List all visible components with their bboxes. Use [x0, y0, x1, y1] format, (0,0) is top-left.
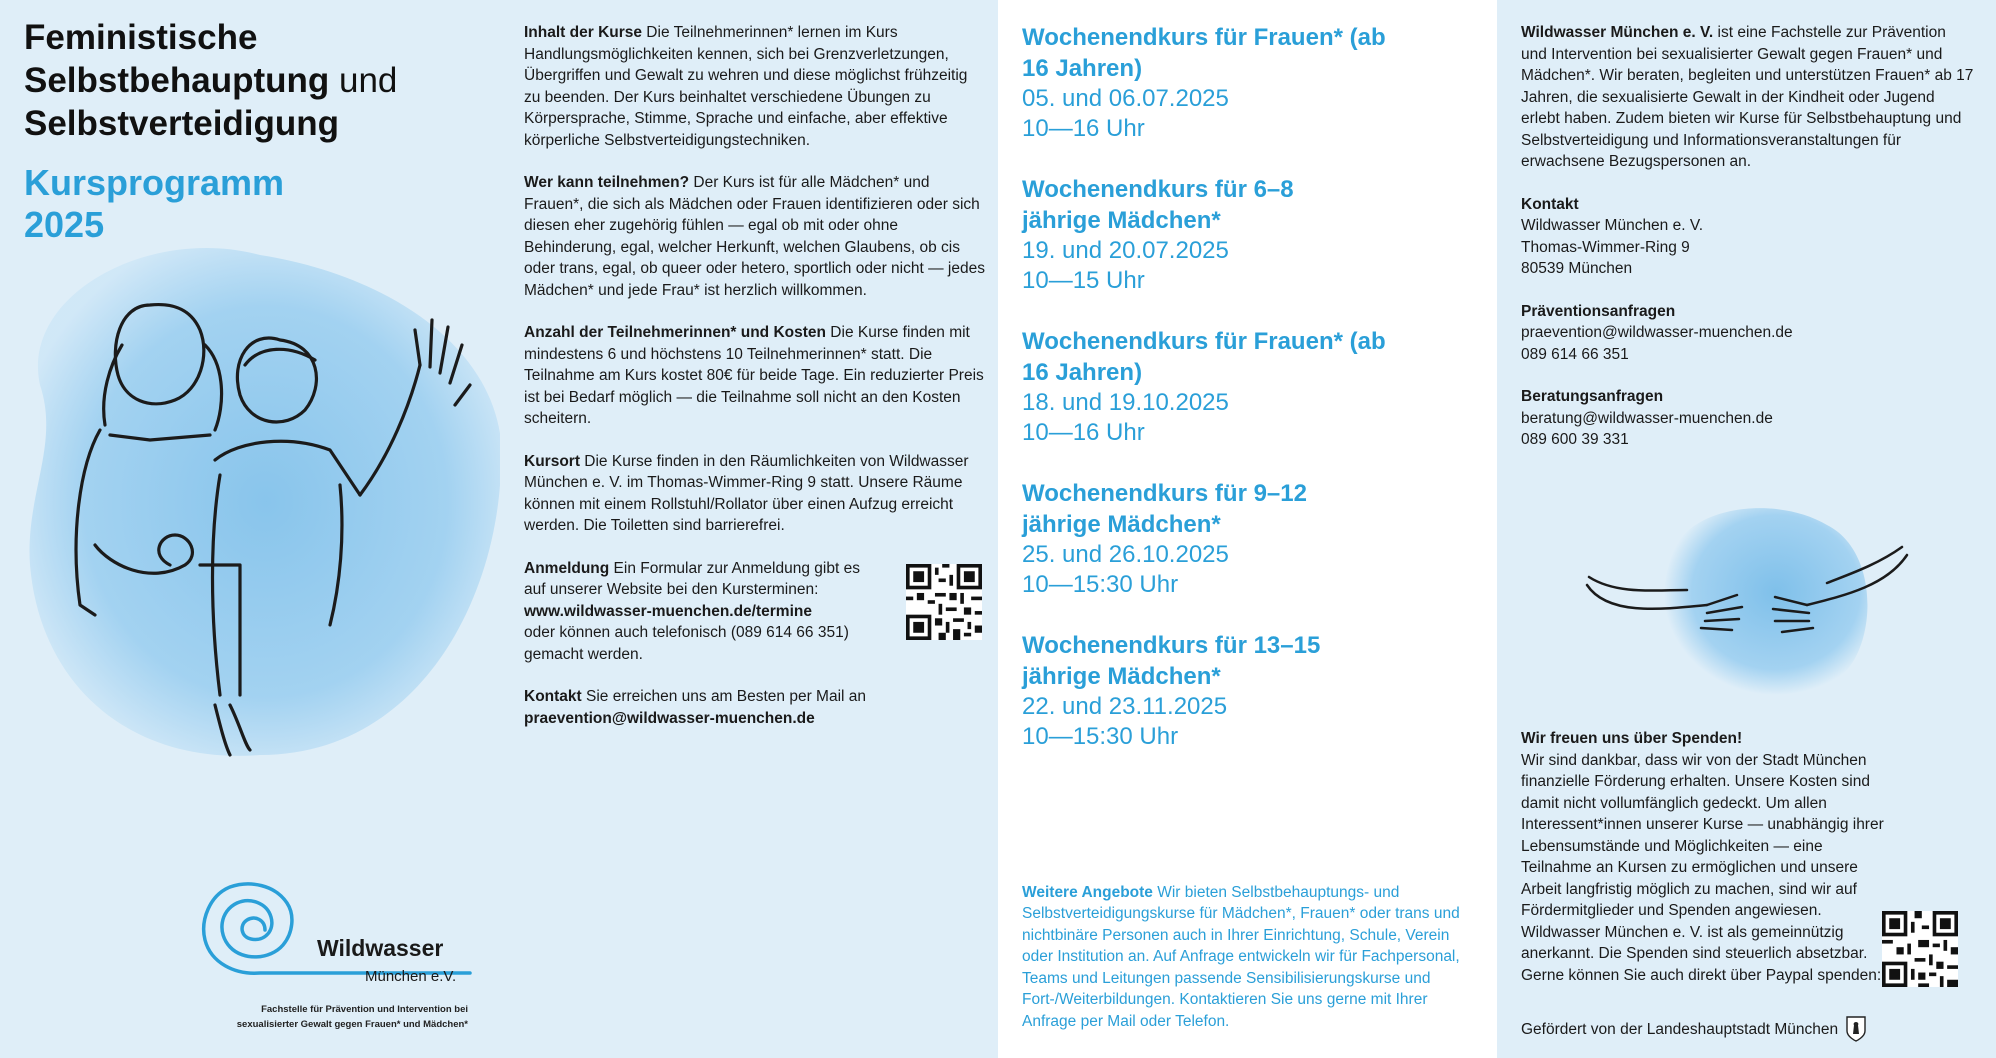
registration-phone-text: oder können auch telefonisch (089 614 66 351) gemacht werden. — [524, 624, 849, 663]
further-offers-heading: Weitere Angebote — [1022, 883, 1153, 901]
contact-section — [524, 686, 986, 729]
title-line-2 — [24, 59, 397, 102]
prevention-heading: Präventionsanfragen — [1521, 302, 1676, 320]
logo-city: München e.V. — [365, 968, 457, 985]
count-cost-text: Die Kurse finden mit mindestens 6 und höchstens 10 Teilnehmerinnen* statt. Die Teilnahme am Kurs kostet 80€ für beide Tage. Ein reduzierter Preis ist bei Bedarf möglich — die Teilnahme soll nicht an den Kosten scheitern. — [524, 324, 984, 427]
title-line-3: Selbstverteidigung — [24, 104, 340, 143]
course-dates: 05. und 06.07.2025 — [1022, 85, 1229, 112]
contact-heading: Kontakt — [524, 688, 582, 705]
subtitle-line-1: Kursprogramm — [24, 162, 285, 203]
registration-text: Ein Formular zur Anmeldung gibt es auf unserer Website bei den Kursterminen: — [524, 559, 860, 598]
about-section — [1521, 22, 1976, 173]
further-offers-text: Wir bieten Selbstbehauptungs- und Selbstverteidigungskurse für Mädchen*, Frauen* oder trans und nichtbinäre Personen auch in Ihrer Einrichtung, Schule, Verein oder Institution an. Auf Anfrage entwickeln wir für Fachpersonal, Teams und Leitungen passende Sensibilisierungskurse und Fort-/Weiterbildungen. Kontaktieren Sie uns gerne mit Ihrer Anfrage per Mail oder Telefon. — [1022, 883, 1460, 1030]
course-item — [1022, 630, 1473, 752]
prevention-email-link[interactable]: praevention@wildwasser-muenchen.de — [1521, 324, 1793, 341]
program-subtitle — [24, 162, 284, 246]
courses-panel — [998, 0, 1497, 1058]
title-line-2-thin: und — [329, 61, 398, 100]
main-title — [24, 16, 397, 145]
course-title: Wochenendkurs für Frauen* (ab 16 Jahren) — [1022, 24, 1386, 82]
hands-illustration — [1577, 495, 1917, 705]
cover-panel — [0, 0, 500, 1058]
contact-email-link[interactable]: praevention@wildwasser-muenchen.de — [524, 709, 815, 727]
address-line-1: Wildwasser München e. V. — [1521, 217, 1704, 234]
registration-section — [524, 558, 986, 666]
address-heading: Kontakt — [1521, 195, 1579, 213]
further-offers-section — [1022, 882, 1482, 1033]
course-time: 10—16 Uhr — [1022, 115, 1145, 142]
logo-tagline-line-1: Fachstelle für Prävention und Intervention bei — [261, 1004, 468, 1015]
course-title: Wochenendkurs für 6–8 jährige Mädchen* — [1022, 176, 1294, 234]
registration-heading: Anmeldung — [524, 559, 610, 577]
prevention-contact-section — [1521, 301, 1976, 366]
logo-tagline-line-2: sexualisierter Gewalt gegen Frauen* und Mädchen* — [236, 1019, 468, 1030]
contact-text: Sie erreichen uns am Besten per Mail an — [581, 688, 867, 705]
course-item — [1022, 478, 1473, 600]
two-people-illustration — [0, 235, 500, 775]
course-item — [1022, 326, 1473, 448]
info-panel — [500, 0, 998, 1058]
title-line-2-bold: Selbstbehauptung — [24, 61, 330, 100]
qr-code-icon[interactable] — [906, 564, 982, 640]
course-content-text: Die Teilnehmerinnen* lernen im Kurs Handlungsmöglichkeiten kennen, sich bei Grenzverletzungen, Übergriffen und Gewalt zu wehren und diese möglichst frühzeitig zu beenden. Der Kurs beinhaltet verschiedene Übungen zu Körpersprache, Stimme, Sprache und einfache, aber effektive körperliche Selbstverteidigungstechniken. — [524, 24, 968, 149]
course-content-section — [524, 22, 986, 151]
subtitle-line-2: 2025 — [24, 204, 105, 245]
course-time: 10—15:30 Uhr — [1022, 723, 1179, 750]
title-line-1: Feministische — [24, 18, 258, 57]
qr-code-icon[interactable] — [1882, 911, 1958, 987]
advice-heading: Beratungsanfragen — [1521, 388, 1664, 405]
funding-text: Gefördert von der Landeshauptstadt München — [1521, 1020, 1839, 1038]
course-item — [1022, 22, 1473, 144]
course-title: Wochenendkurs für 9–12 jährige Mädchen* — [1022, 480, 1307, 538]
count-cost-section — [524, 322, 986, 430]
course-dates: 25. und 26.10.2025 — [1022, 541, 1229, 568]
advice-email-link[interactable]: beratung@wildwasser-muenchen.de — [1521, 409, 1773, 427]
about-text: ist eine Fachstelle zur Prävention und Intervention bei sexualisierter Gewalt gegen Frauen* und Mädchen*. Wir beraten, begleiten und unterstützen Frauen* ab 17 Jahren, die sexualisierte Gewalt in der Kindheit oder Jugend erlebt haben. Zudem bieten wir Kurse für Selbstbehauptung und Selbstverteidigung und Informationsveranstaltungen für erwachsene Bezugspersonen an. — [1521, 24, 1974, 170]
participants-text: Der Kurs ist für alle Mädchen* und Frauen*, die sich als Mädchen oder Frauen identifizieren oder sich diesen eher zugehörig fühlen — egal ob mit oder ohne Behinderung, egal, welcher Herkunft, welchen Glaubens, ob cis oder trans, egal, ob queer oder hetero, sportlich oder nicht — jedes Mädchen* und jede Frau* ist herzlich willkommen. — [524, 174, 985, 299]
course-title: Wochenendkurs für Frauen* (ab 16 Jahren) — [1022, 328, 1386, 386]
participants-section — [524, 172, 986, 301]
registration-link[interactable]: www.wildwasser-muenchen.de/termine — [524, 602, 812, 620]
about-heading: Wildwasser München e. V. — [1521, 24, 1714, 41]
advice-phone[interactable]: 089 600 39 331 — [1521, 431, 1629, 448]
munich-crest-icon — [1846, 1016, 1866, 1042]
location-text: Die Kurse finden in den Räumlichkeiten von Wildwasser München e. V. im Thomas-Wimmer-Ring 9 statt. Unsere Räume können mit einem Rollstuhl/Rollator über einen Aufzug erreicht werden. Die Toiletten sind barrierefrei. — [524, 452, 969, 534]
course-dates: 18. und 19.10.2025 — [1022, 389, 1229, 416]
course-dates: 19. und 20.07.2025 — [1022, 237, 1229, 264]
course-time: 10—16 Uhr — [1022, 419, 1145, 446]
logo-tagline — [148, 1002, 468, 1032]
address-section — [1521, 194, 1976, 280]
registration-text-block — [524, 558, 884, 666]
course-item — [1022, 174, 1473, 296]
course-title: Wochenendkurs für 13–15 jährige Mädchen* — [1022, 632, 1321, 690]
about-panel — [1497, 0, 1996, 1058]
course-content-heading: Inhalt der Kurse — [524, 24, 642, 41]
logo-name: Wildwasser — [317, 935, 444, 961]
location-heading: Kursort — [524, 452, 580, 470]
course-time: 10—15 Uhr — [1022, 267, 1145, 294]
count-cost-heading: Anzahl der Teilnehmerinnen* und Kosten — [524, 324, 826, 341]
donations-heading: Wir freuen uns über Spenden! — [1521, 730, 1743, 747]
location-section — [524, 451, 986, 537]
funding-note — [1521, 1016, 1866, 1042]
donations-text: Wir sind dankbar, dass wir von der Stadt München finanzielle Förderung erhalten. Unsere Kosten sind damit nicht vollumfänglich gedeckt. Um allen Interessent*innen unserer Kurse — unabhängig ihrer Lebensumstände und Möglichkeiten — eine Teilnahme an Kursen zu ermöglichen und unsere Arbeit langfristig möglich zu machen, sind wir auf Fördermitglieder und Spenden angewiesen. Wildwasser München e. V. ist als gemeinnützig anerkannt. Die Spenden sind steuerlich absetzbar. Gerne können Sie auch direkt über Paypal spenden: — [1521, 751, 1884, 984]
participants-heading: Wer kann teilnehmen? — [524, 174, 690, 191]
advice-contact-section — [1521, 386, 1976, 451]
course-dates: 22. und 23.11.2025 — [1022, 693, 1228, 720]
address-line-3: 80539 München — [1521, 260, 1633, 277]
prevention-phone[interactable]: 089 614 66 351 — [1521, 345, 1629, 363]
address-line-2: Thomas-Wimmer-Ring 9 — [1521, 238, 1690, 256]
course-time: 10—15:30 Uhr — [1022, 571, 1179, 598]
